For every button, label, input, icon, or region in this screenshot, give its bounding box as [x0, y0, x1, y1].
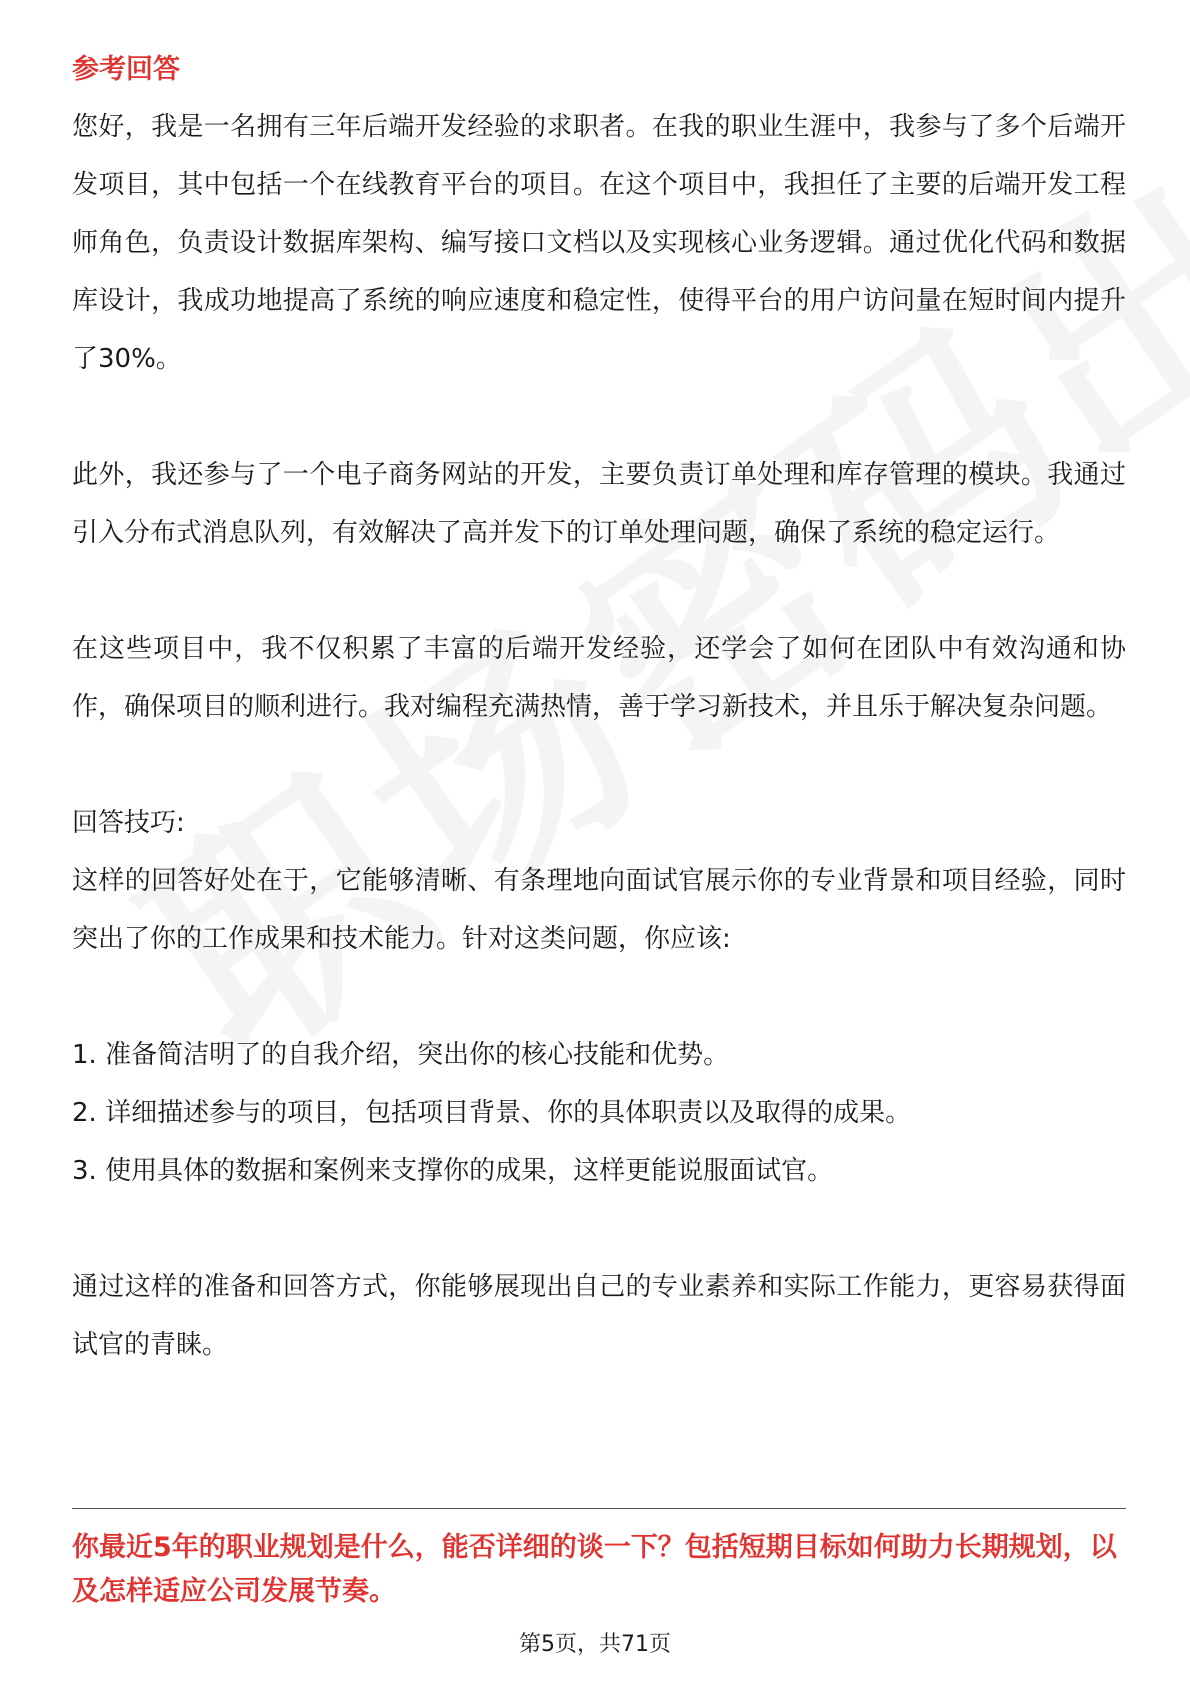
paragraph-gap — [72, 562, 1126, 620]
paragraph-gap — [72, 968, 1126, 1026]
tip-item-2: 2. 详细描述参与的项目，包括项目背景、你的具体职责以及取得的成果。 — [72, 1098, 912, 1128]
answer-paragraph-1: 您好，我是一名拥有三年后端开发经验的求职者。在我的职业生涯中，我参与了多个后端开发项目，其中包括一个在线教育平台的项目。在这个项目中，我担任了主要的后端开发工程师角色，负责设计数据库架构、编写接口文档以及实现核心业务逻辑。通过优化代码和数据库设计，我成功地提高了系统的响应速度和稳定性，使得平台的用户访问量在短时间内提升了30%。 — [72, 112, 1126, 374]
paragraph-gap — [72, 736, 1126, 794]
section-divider — [72, 1508, 1126, 1509]
answer-content — [72, 50, 1126, 1374]
tips-heading: 回答技巧: — [72, 808, 185, 838]
answer-paragraph-2: 此外，我还参与了一个电子商务网站的开发，主要负责订单处理和库存管理的模块。我通过引入分布式消息队列，有效解决了高并发下的订单处理问题，确保了系统的稳定运行。 — [72, 460, 1126, 548]
page-indicator: 第5页，共71页 — [519, 1632, 671, 1657]
tip-item-1: 1. 准备简洁明了的自我介绍，突出你的核心技能和优势。 — [72, 1040, 730, 1070]
answer-paragraph-3: 在这些项目中，我不仅积累了丰富的后端开发经验，还学会了如何在团队中有效沟通和协作，确保项目的顺利进行。我对编程充满热情，善于学习新技术，并且乐于解决复杂问题。 — [72, 634, 1126, 722]
tips-conclusion: 通过这样的准备和回答方式，你能够展现出自己的专业素养和实际工作能力，更容易获得面试官的青睐。 — [72, 1272, 1126, 1360]
paragraph-gap — [72, 1200, 1126, 1258]
paragraph-gap — [72, 388, 1126, 446]
section-heading: 参考回答 — [72, 54, 180, 85]
tips-intro: 这样的回答好处在于，它能够清晰、有条理地向面试官展示你的专业背景和项目经验，同时突出了你的工作成果和技术能力。针对这类问题，你应该: — [72, 866, 1126, 954]
next-question: 你最近5年的职业规划是什么，能否详细的谈一下？包括短期目标如何助力长期规划，以及怎样适应公司发展节奏。 — [72, 1532, 1117, 1607]
tip-item-3: 3. 使用具体的数据和案例来支撑你的成果，这样更能说服面试官。 — [72, 1156, 834, 1186]
